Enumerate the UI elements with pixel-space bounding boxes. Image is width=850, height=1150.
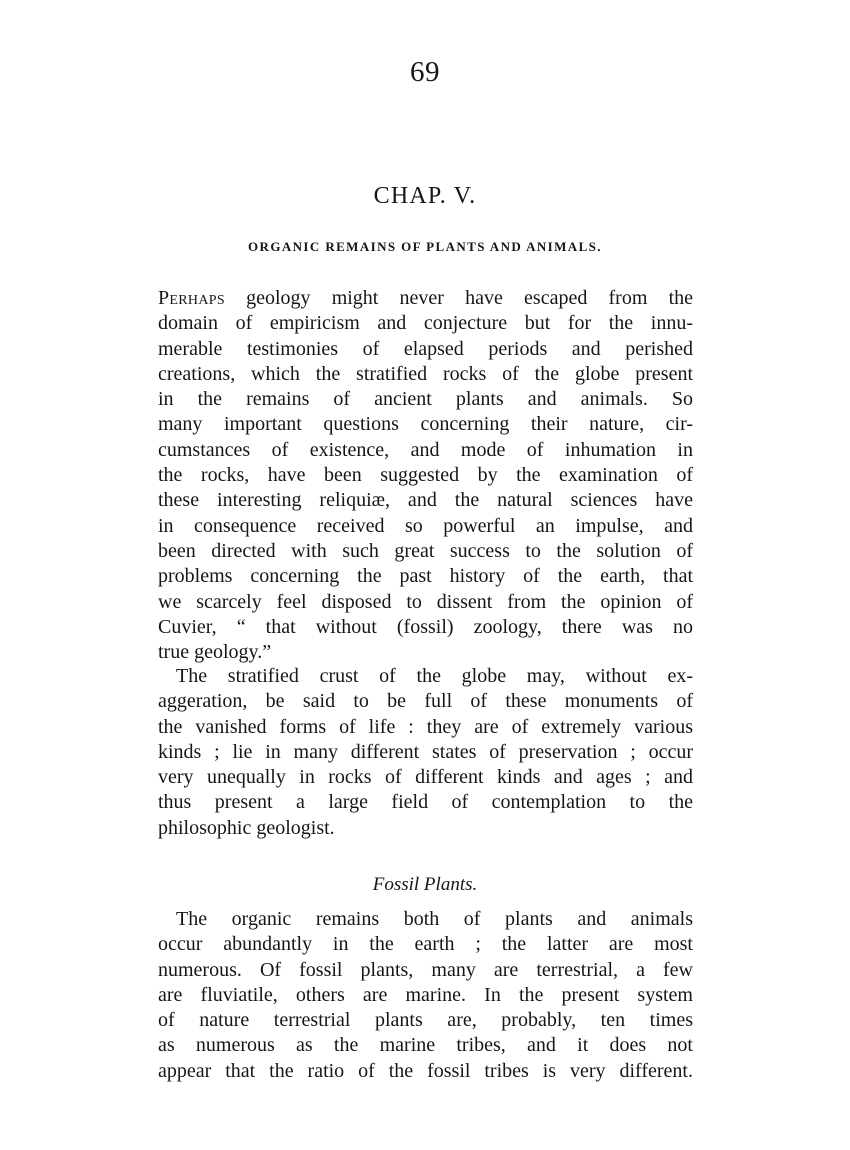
paragraph-line: philosophic geologist.	[158, 816, 335, 839]
paragraph-line: these interesting reliquiæ, and the natural sciences have	[158, 489, 693, 512]
lead-word: Perhaps	[158, 287, 225, 309]
paragraph-line: domain of empiricism and conjecture but for the innu-	[158, 312, 693, 335]
paragraph-line: true geology.”	[158, 641, 272, 664]
paragraph-line: of nature terrestrial plants are, probably, ten times	[158, 1009, 693, 1032]
paragraph-line: very unequally in rocks of different kinds and ages ; and	[158, 766, 693, 789]
paragraph-line: aggeration, be said to be full of these monuments of	[158, 690, 693, 713]
paragraph-line: The organic remains both of plants and animals	[176, 908, 693, 930]
page-number: 69	[410, 56, 440, 88]
chapter-title: CHAP. V.	[373, 183, 477, 209]
paragraph-line: in consequence received so powerful an impulse, and	[158, 514, 693, 537]
paragraph-line: we scarcely feel disposed to dissent from the opinion of	[158, 590, 693, 613]
paragraph-line: in the remains of ancient plants and animals. So	[158, 388, 693, 411]
paragraph-line: problems concerning the past history of the earth, that	[158, 565, 693, 588]
paragraph-3	[158, 907, 693, 1084]
paragraph-line	[158, 286, 693, 311]
paragraph-line: Cuvier, “ that without (fossil) zoology, there was no	[158, 615, 693, 638]
paragraph-line: many important questions concerning their nature, cir-	[158, 413, 693, 436]
paragraph-line: thus present a large field of contemplation to the	[158, 791, 693, 814]
paragraph-line: cumstances of existence, and mode of inhumation in	[158, 438, 693, 461]
paragraph-line: the vanished forms of life : they are of extremely various	[158, 715, 693, 738]
paragraph-line: as numerous as the marine tribes, and it does not	[158, 1034, 693, 1057]
paragraph-line: appear that the ratio of the fossil tribes is very different.	[158, 1059, 693, 1082]
paragraph-1	[158, 286, 693, 665]
paragraph-line: merable testimonies of elapsed periods and perished	[158, 337, 693, 360]
paragraph-line: are fluviatile, others are marine. In the present system	[158, 983, 693, 1006]
paragraph-line: been directed with such great success to the solution of	[158, 539, 693, 562]
line-text: geology might never have escaped from the	[224, 287, 693, 309]
paragraph-line: numerous. Of fossil plants, many are terrestrial, a few	[158, 958, 693, 981]
paragraph-line: creations, which the stratified rocks of the globe present	[158, 362, 693, 385]
section-heading: Fossil Plants.	[372, 874, 478, 895]
paragraph-line: The stratified crust of the globe may, without ex-	[176, 665, 693, 687]
paragraph-line: occur abundantly in the earth ; the latter are most	[158, 933, 693, 956]
paragraph-line: the rocks, have been suggested by the examination of	[158, 464, 693, 487]
chapter-subtitle: ORGANIC REMAINS OF PLANTS AND ANIMALS.	[248, 239, 602, 254]
paragraph-2	[158, 664, 693, 841]
paragraph-line: kinds ; lie in many different states of preservation ; occur	[158, 740, 693, 763]
